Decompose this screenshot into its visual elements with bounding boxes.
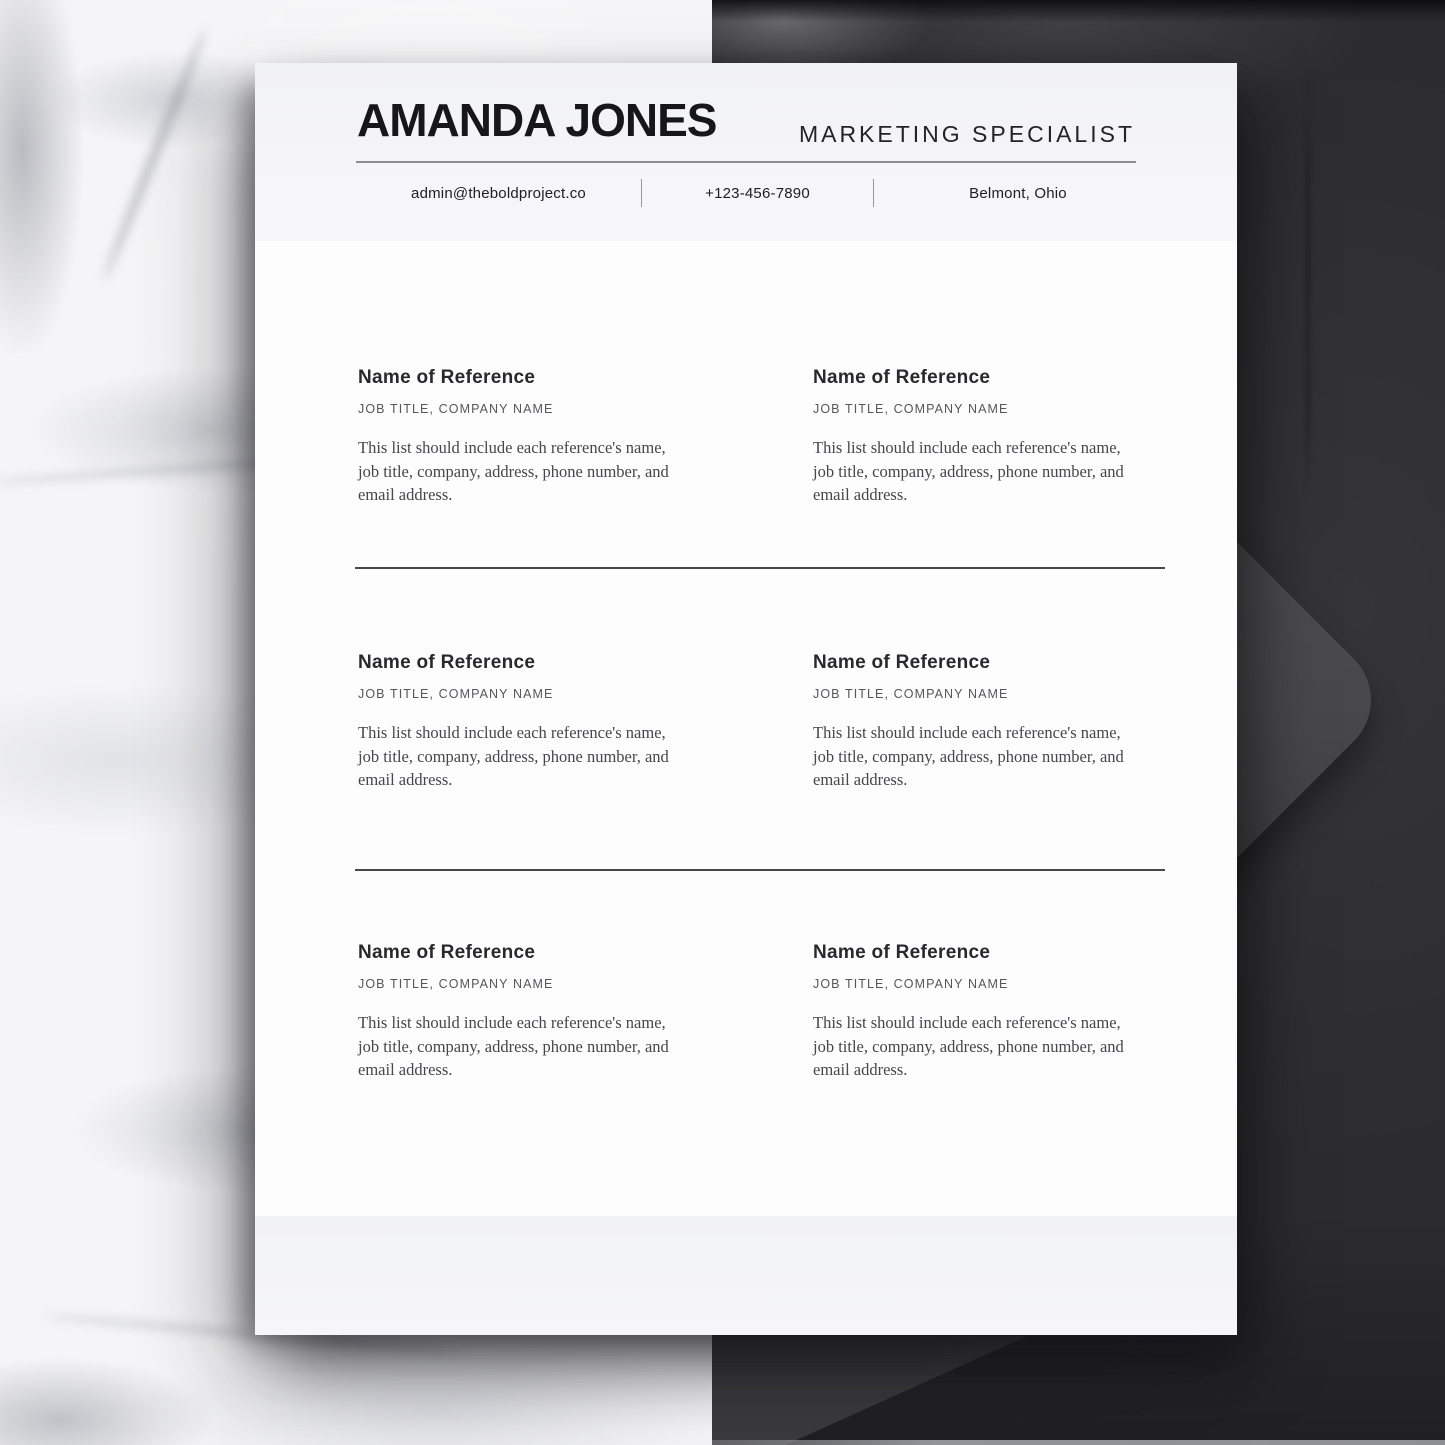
reference-description-line: email address. xyxy=(358,770,453,789)
reference-block xyxy=(813,652,1193,792)
reference-block xyxy=(358,652,738,792)
header-rule xyxy=(356,161,1136,163)
reference-block xyxy=(358,367,738,507)
reference-block xyxy=(813,942,1193,1082)
reference-description-line: job title, company, address, phone number, and xyxy=(358,746,669,766)
reference-description-line: job title, company, address, phone number, and xyxy=(813,1036,1124,1056)
reference-description-line: email address. xyxy=(813,770,908,789)
contact-bar xyxy=(356,177,1162,209)
reference-name: Name of Reference xyxy=(813,942,991,963)
reference-job-title: JOB TITLE, COMPANY NAME xyxy=(358,977,554,991)
section-divider xyxy=(355,869,1165,871)
reference-description-line: job title, company, address, phone number, and xyxy=(358,461,669,481)
reference-description xyxy=(358,1011,738,1082)
reference-description-line: This list should include each reference's name, xyxy=(358,438,666,457)
person-name: AMANDA JONES xyxy=(357,94,717,146)
footer-band xyxy=(255,1216,1237,1335)
reference-job-title: JOB TITLE, COMPANY NAME xyxy=(358,402,554,416)
reference-description-line: This list should include each reference's name, xyxy=(358,1013,666,1032)
reference-description xyxy=(813,1011,1193,1082)
section-divider xyxy=(355,567,1165,569)
person-title: MARKETING SPECIALIST xyxy=(798,121,1135,147)
reference-description-line: email address. xyxy=(813,1060,908,1079)
reference-name: Name of Reference xyxy=(813,652,991,673)
reference-description xyxy=(358,721,738,792)
reference-job-title: JOB TITLE, COMPANY NAME xyxy=(813,402,1009,416)
reference-description-line: job title, company, address, phone number, and xyxy=(813,461,1124,481)
contact-email: admin@theboldproject.co xyxy=(411,184,586,202)
reference-block xyxy=(813,367,1193,507)
contact-phone: +123-456-7890 xyxy=(705,184,810,202)
document-page xyxy=(255,63,1237,1335)
envelope-flap-crease xyxy=(1306,70,1310,500)
reference-description-line: This list should include each reference's name, xyxy=(813,723,1121,742)
reference-job-title: JOB TITLE, COMPANY NAME xyxy=(813,687,1009,701)
reference-description-line: email address. xyxy=(813,485,908,504)
reference-description-line: This list should include each reference's name, xyxy=(358,723,666,742)
reference-description xyxy=(813,721,1193,792)
reference-name: Name of Reference xyxy=(813,367,991,388)
reference-name: Name of Reference xyxy=(358,367,536,388)
reference-description-line: job title, company, address, phone number, and xyxy=(358,1036,669,1056)
reference-name: Name of Reference xyxy=(358,942,536,963)
header-band xyxy=(255,63,1237,241)
reference-description-line: email address. xyxy=(358,485,453,504)
reference-description-line: email address. xyxy=(358,1060,453,1079)
reference-description-line: job title, company, address, phone number, and xyxy=(813,746,1124,766)
reference-description xyxy=(813,436,1193,507)
reference-job-title: JOB TITLE, COMPANY NAME xyxy=(813,977,1009,991)
contact-location: Belmont, Ohio xyxy=(969,184,1067,202)
reference-name: Name of Reference xyxy=(358,652,536,673)
reference-description-line: This list should include each reference's name, xyxy=(813,438,1121,457)
reference-block xyxy=(358,942,738,1082)
reference-description xyxy=(358,436,738,507)
marble-vein xyxy=(100,28,209,282)
reference-description-line: This list should include each reference's name, xyxy=(813,1013,1121,1032)
reference-job-title: JOB TITLE, COMPANY NAME xyxy=(358,687,554,701)
table-edge-highlight xyxy=(712,1440,1445,1445)
